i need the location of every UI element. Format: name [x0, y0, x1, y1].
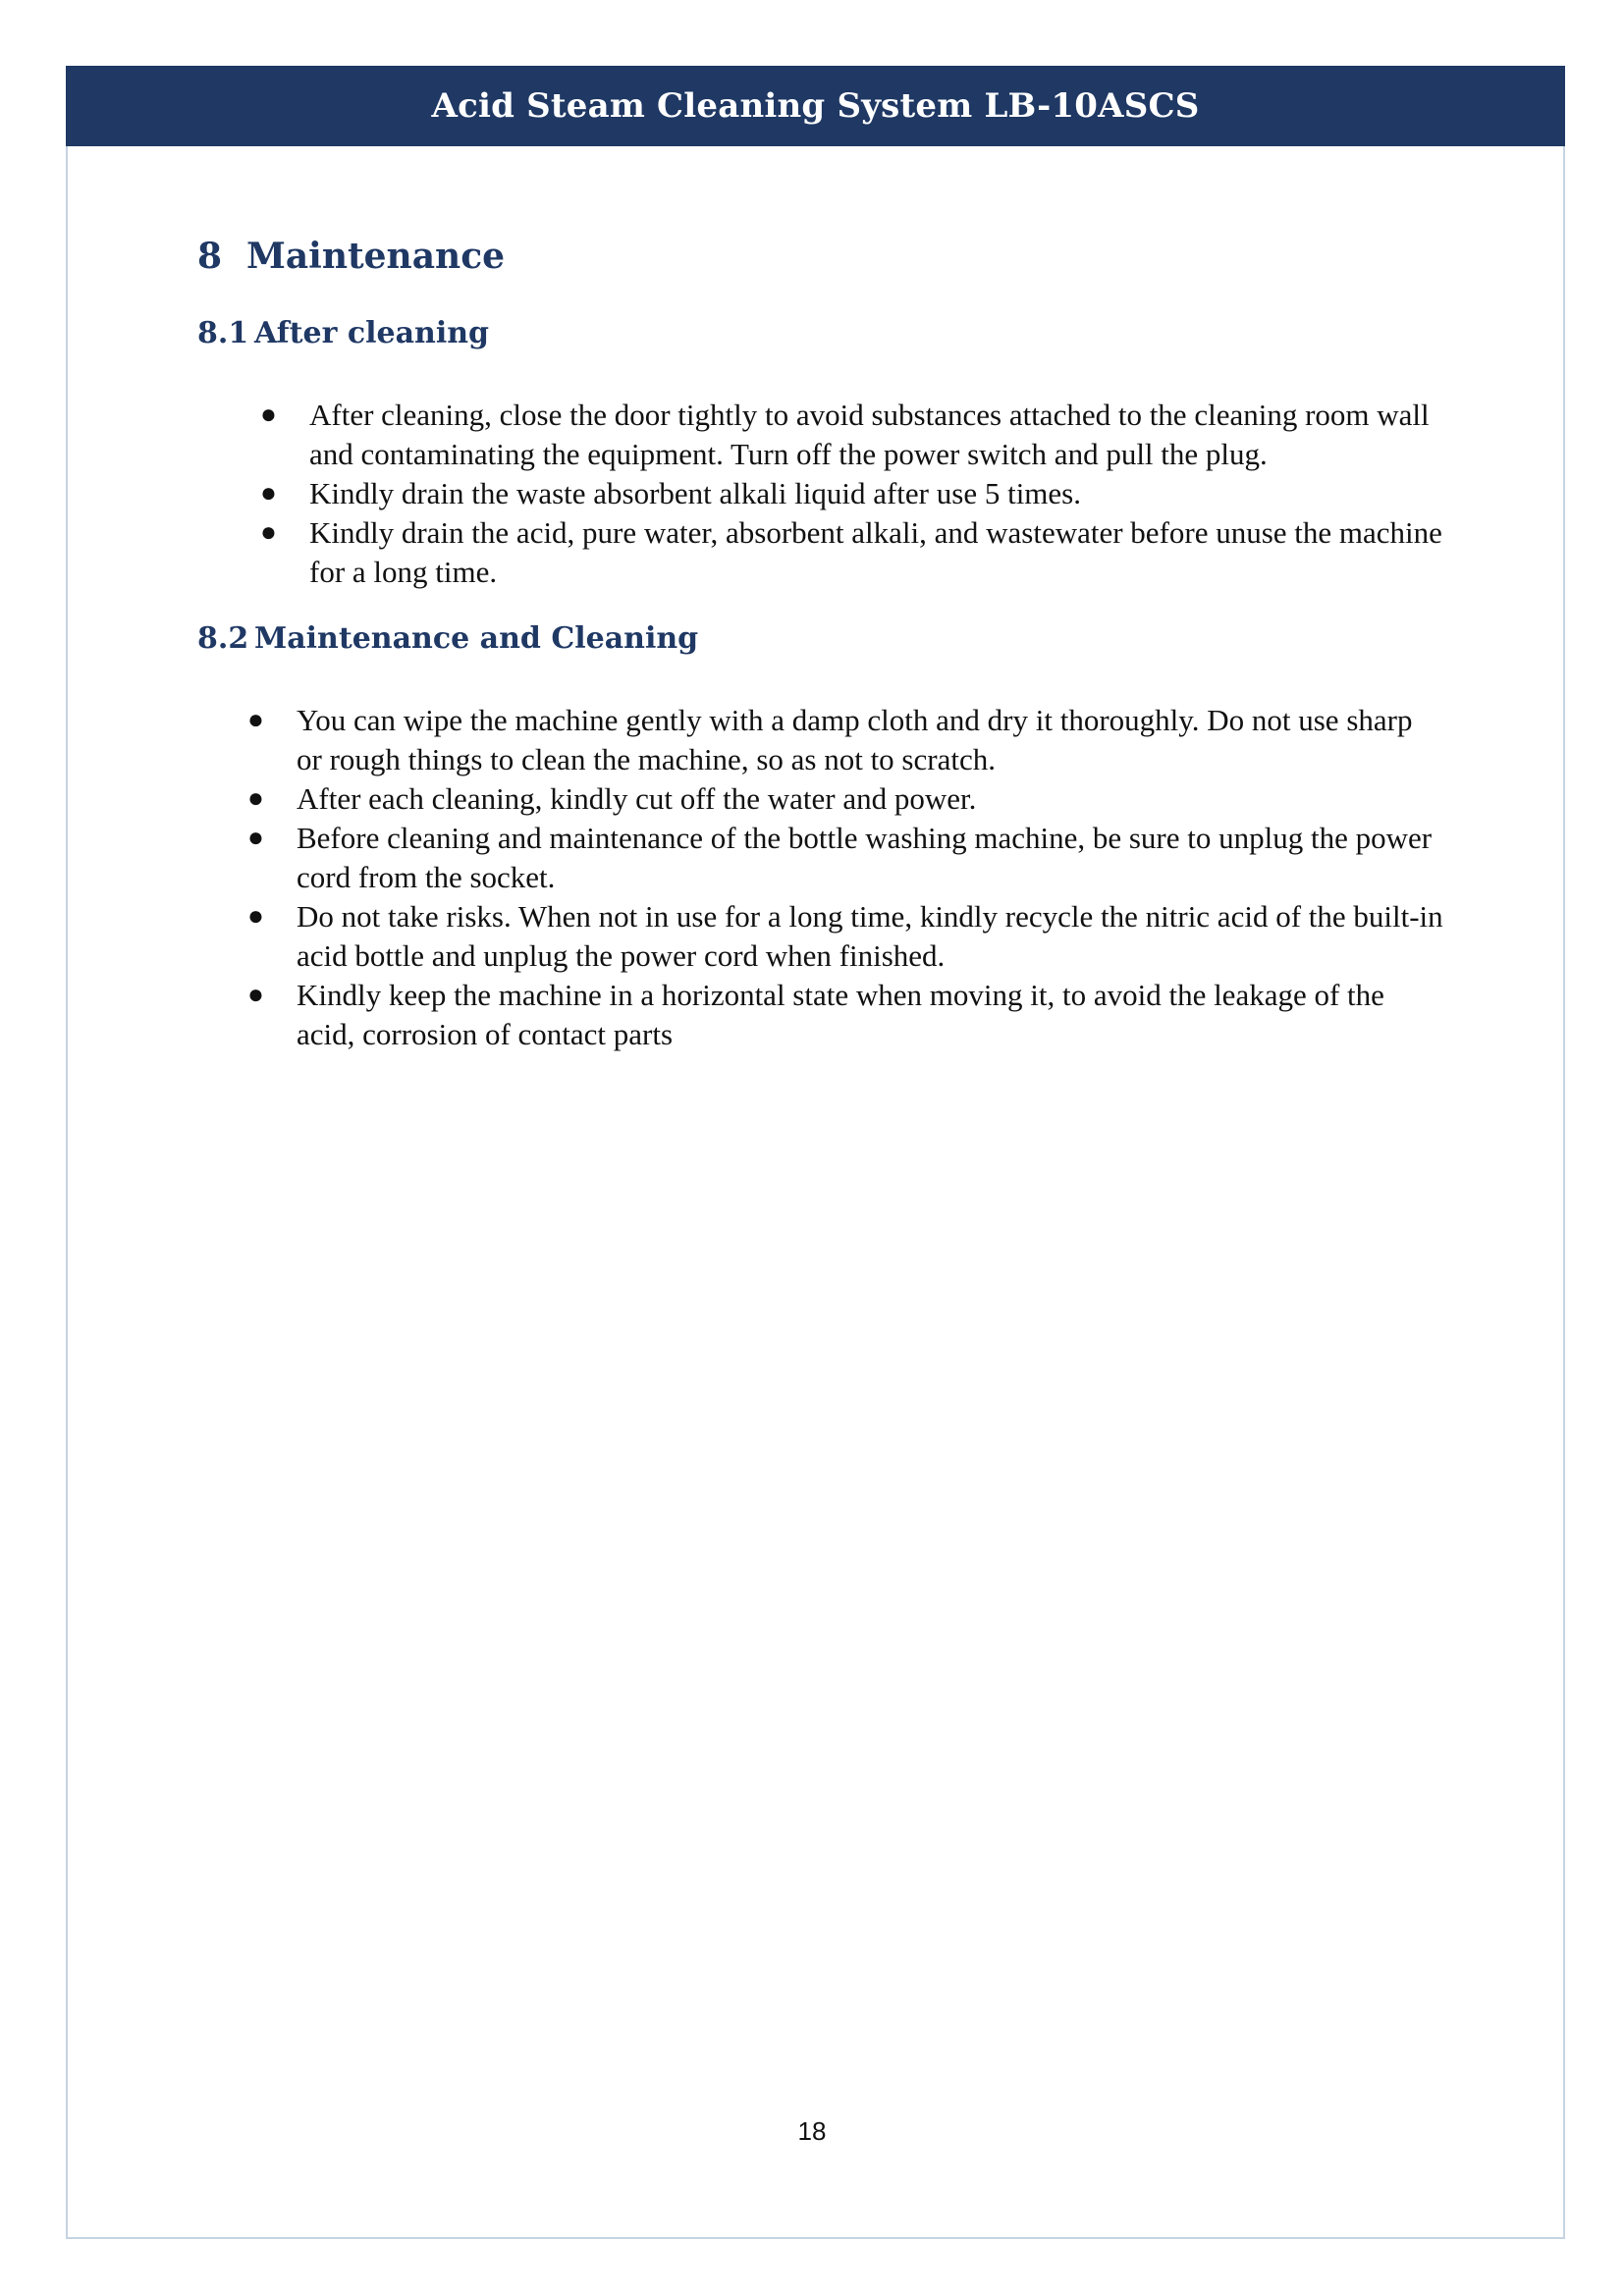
list-item-text: Before cleaning and maintenance of the bottle washing machine, be sure to unplug the power cord from the socket. [297, 821, 1433, 894]
section-heading [197, 236, 1444, 291]
subsection-number: 8.1 [197, 316, 249, 350]
list-item [247, 897, 1444, 976]
list-item-text: Do not take risks. When not in use for a long time, kindly recycle the nitric acid of the built-in acid bottle and unplug the power cord when finished. [297, 899, 1443, 973]
subsection-heading-maintenance-and-cleaning [197, 621, 1444, 656]
list-item [260, 513, 1444, 592]
bullet-dot-icon: ● [247, 705, 264, 735]
section-title: Maintenance [246, 236, 506, 277]
header-bar [66, 66, 1565, 146]
after-cleaning-list [197, 396, 1444, 592]
subsection-title: After cleaning [254, 316, 490, 350]
list-item [247, 976, 1444, 1054]
bullet-dot-icon: ● [247, 783, 264, 814]
bullet-dot-icon: ● [260, 400, 277, 430]
header-title: Acid Steam Cleaning System LB-10ASCS [431, 86, 1200, 126]
list-item [247, 779, 1444, 819]
maintenance-cleaning-list [197, 701, 1444, 1054]
bullet-dot-icon: ● [247, 901, 264, 932]
bullet-dot-icon: ● [260, 478, 277, 508]
list-item [260, 396, 1444, 474]
section-number: 8 [197, 236, 223, 277]
document-content [197, 236, 1444, 1054]
list-item [260, 474, 1444, 513]
page-number: 18 [797, 2116, 827, 2146]
list-item [247, 819, 1444, 897]
list-item-text: Kindly drain the acid, pure water, absorbent alkali, and wastewater before unuse the machine for a long time. [309, 515, 1442, 589]
list-item [247, 701, 1444, 779]
subsection-heading-after-cleaning [197, 316, 1444, 350]
bullet-dot-icon: ● [247, 980, 264, 1010]
list-item-text: Kindly keep the machine in a horizontal state when moving it, to avoid the leakage of the acid, corrosion of contact parts [297, 978, 1384, 1051]
list-item-text: Kindly drain the waste absorbent alkali liquid after use 5 times. [309, 476, 1081, 510]
list-item-text: You can wipe the machine gently with a damp cloth and dry it thoroughly. Do not use sharp or rough things to clean the machine, so as not to scratch. [297, 703, 1413, 776]
list-item-text: After each cleaning, kindly cut off the water and power. [297, 781, 977, 816]
subsection-title: Maintenance and Cleaning [254, 621, 699, 656]
bullet-dot-icon: ● [260, 517, 277, 548]
subsection-number: 8.2 [197, 621, 249, 656]
list-item-text: After cleaning, close the door tightly to avoid substances attached to the cleaning room wall and contaminating the equipment. Turn off the power switch and pull the plug. [309, 398, 1430, 471]
bullet-dot-icon: ● [247, 823, 264, 853]
